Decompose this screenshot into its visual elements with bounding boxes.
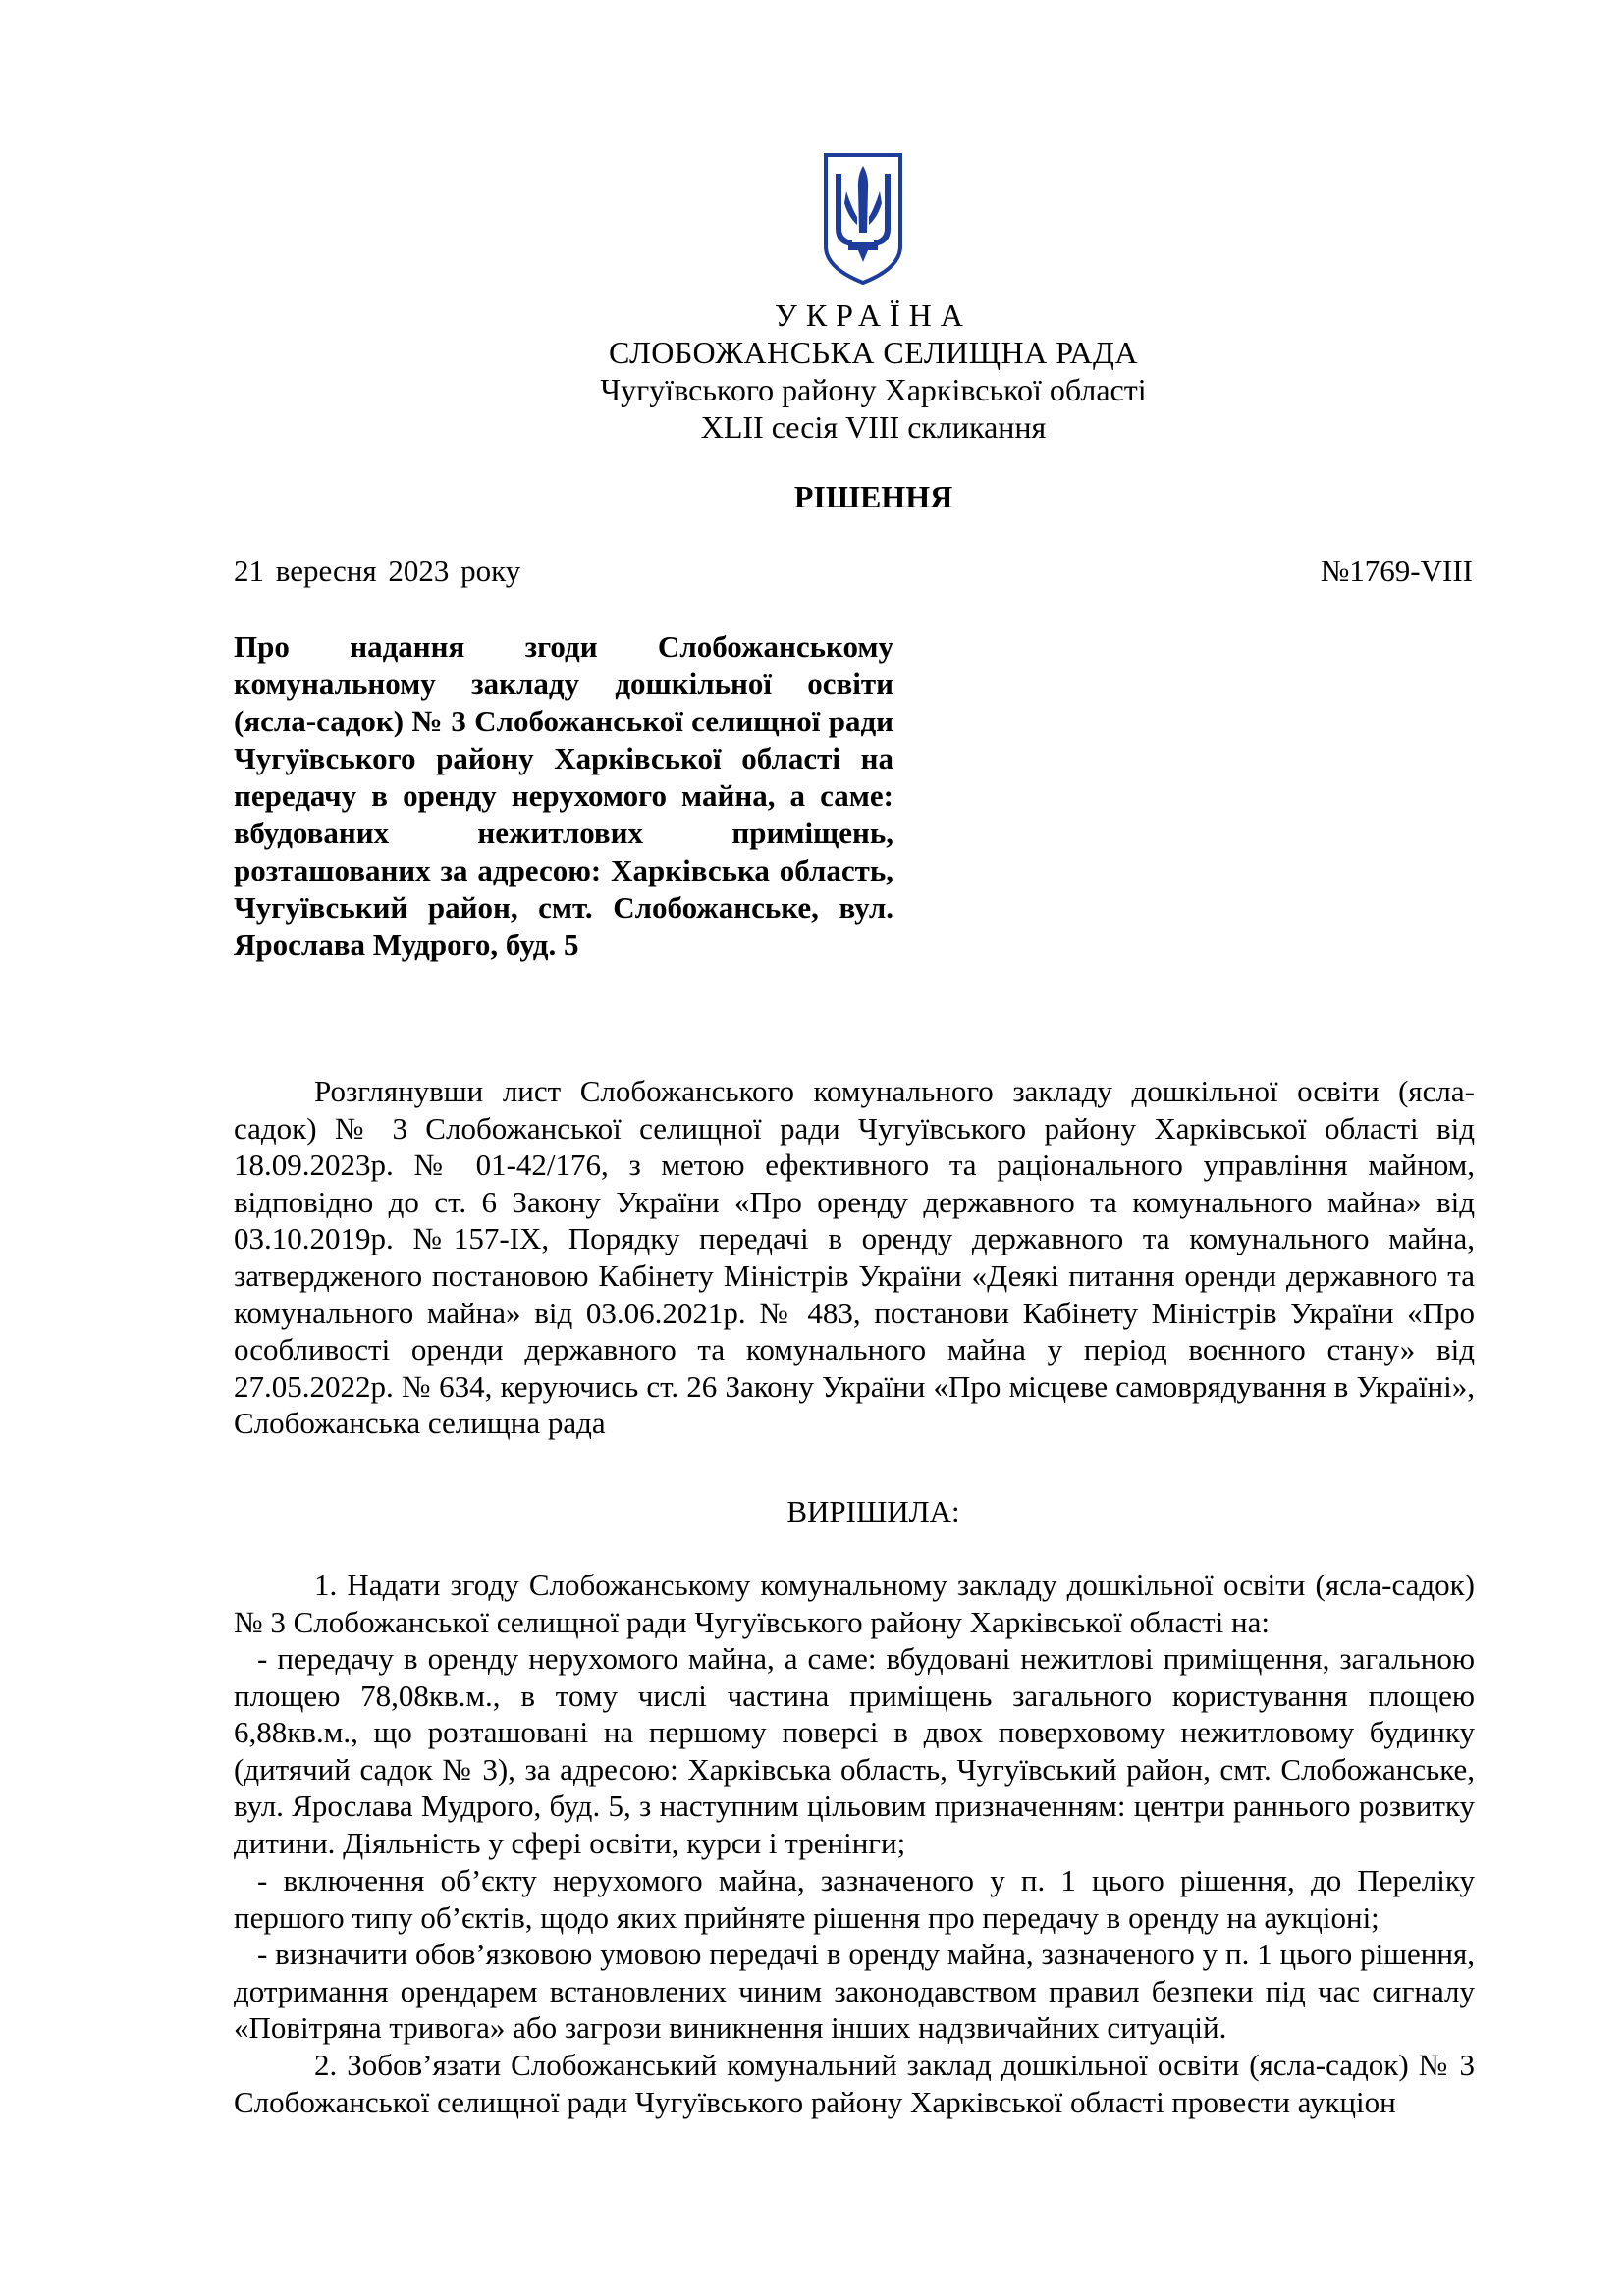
document-subject: Про надання згоди Слобожанському комунальному закладу дошкільної освіти (ясла-садок) № 3 Слобожанської селищної ради Чугуївського району Харківської області на передачу в оренду нерухомого майна, а саме: вбудованих нежитлових приміщень, розташованих за адресою: Харківська область, Чугуївський район, смт. Слобожанське, вул. Ярослава Мудрого, буд. 5: [234, 629, 893, 962]
resolved-heading: ВИРІШИЛА:: [786, 1494, 960, 1528]
item-2-paragraph: 2. Зобов’язати Слобожанський комунальний заклад дошкільної освіти (ясла-садок) № 3 Слобожанської селищної ради Чугуївського району Харківської області провести аукціон: [234, 2048, 1475, 2119]
document-date: 21 вересня 2023 року: [234, 554, 521, 588]
header-council: СЛОБОЖАНСЬКА СЕЛИЩНА РАДА: [609, 335, 1138, 370]
header-session: XLII сесія VIII скликання: [700, 409, 1047, 445]
item-1-bullet-safety: - визначити обов’язковою умовою передачі в оренду майна, зазначеного у п. 1 цього рішення, дотримання орендарем встановлених чиним законодавством правил безпеки під час сигналу «Повітряна тривога» або загрози виникнення інших надзвичайних ситуацій.: [234, 1937, 1475, 2046]
item-1-paragraph: 1. Надати згоду Слобожанському комунальному закладу дошкільної освіти (ясла-садок) № 3 Слобожанської селищної ради Чугуївського району Харківської області на:: [234, 1568, 1475, 1639]
item-1-bullet-list: - включення об’єкту нерухомого майна, зазначеного у п. 1 цього рішення, до Переліку першого типу об’єктів, щодо яких прийняте рішення про передачу в оренду на аукціоні;: [234, 1863, 1475, 1935]
header-country: УКРАЇНА: [775, 297, 972, 333]
document-number: №1769-VIII: [1320, 554, 1473, 588]
preamble-paragraph: Розглянувши лист Слобожанського комунального закладу дошкільної освіти (ясла-садок) № 3 Слобожанської селищної ради Чугуївського району Харківської області від 18.09.2023р. № 01-42/176, з метою ефективного та раціонального управління майном, відповідно до ст. 6 Закону України «Про оренду державного та комунального майна» від 03.10.2019р. №157-IX, Порядку передачі в оренду державного та комунального майна, затвердженого постановою Кабінету Міністрів України «Деякі питання оренди державного та комунального майна» від 03.06.2021р. № 483, постанови Кабінету Міністрів України «Про особливості оренди державного та комунального майна у період воєнного стану» від 27.05.2022р. № 634, керуючись ст. 26 Закону України «Про місцеве самоврядування в Україні», Слобожанська селищна рада: [234, 1074, 1475, 1441]
tryzub-coat-of-arms-icon: [823, 152, 903, 286]
document-type: РІШЕННЯ: [793, 479, 953, 514]
item-1-bullet-lease: - передачу в оренду нерухомого майна, а саме: вбудовані нежитлові приміщення, загальною площею 78,08кв.м., в тому числі частина приміщень загального користування площею 6,88кв.м., що розташовані на першому поверсі в двох поверховому нежитловому будинку (дитячий садок № 3), за адресою: Харківська область, Чугуївський район, смт. Слобожанське, вул. Ярослава Мудрого, буд. 5, з наступним цільовим призначенням: центри раннього розвитку дитини. Діяльність у сфері освіти, курси і тренінги;: [234, 1641, 1475, 1860]
header-district: Чугуївського району Харківської області: [600, 372, 1147, 407]
